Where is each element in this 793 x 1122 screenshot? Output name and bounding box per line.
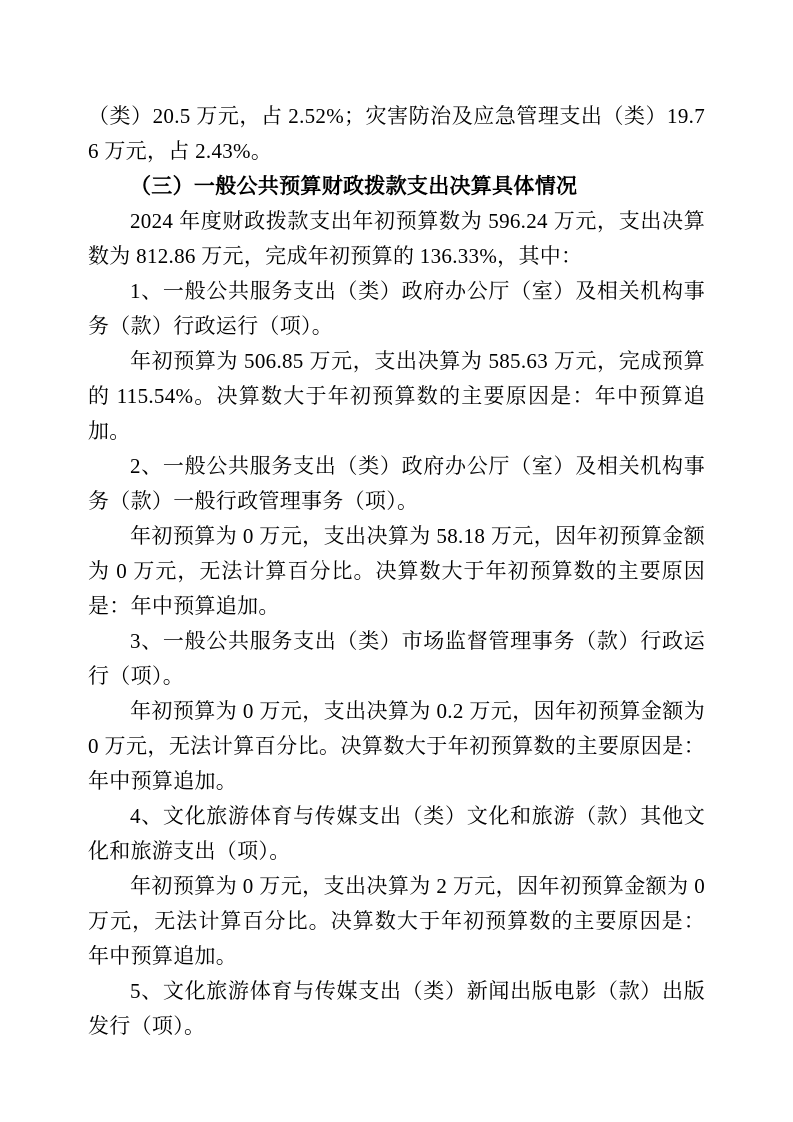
- paragraph-item-4-detail: 年初预算为 0 万元，支出决算为 2 万元，因年初预算金额为 0 万元，无法计算百分比。决算数大于年初预算数的主要原因是：年中预算追加。: [88, 874, 705, 968]
- paragraph-item-3-detail: 年初预算为 0 万元，支出决算为 0.2 万元，因年初预算金额为 0 万元，无法计算百分比。决算数大于年初预算数的主要原因是：年中预算追加。: [88, 699, 705, 793]
- paragraph-item-4-title: 4、文化旅游体育与传媒支出（类）文化和旅游（款）其他文化和旅游支出（项）。: [88, 804, 705, 863]
- section-heading: （三）一般公共预算财政拨款支出决算具体情况: [130, 175, 578, 198]
- document-body: [88, 99, 705, 1044]
- paragraph-item-2-detail: 年初预算为 0 万元，支出决算为 58.18 万元，因年初预算金额为 0 万元，无法计算百分比。决算数大于年初预算数的主要原因是：年中预算追加。: [88, 524, 705, 618]
- paragraph-summary: 2024 年度财政拨款支出年初预算数为 596.24 万元，支出决算数为 812.86 万元，完成年初预算的 136.33%，其中：: [88, 209, 705, 268]
- paragraph-item-1-title: 1、一般公共服务支出（类）政府办公厅（室）及相关机构事务（款）行政运行（项）。: [88, 279, 705, 338]
- paragraph-item-3-title: 3、一般公共服务支出（类）市场监督管理事务（款）行政运行（项）。: [88, 629, 705, 688]
- paragraph-item-1-detail: 年初预算为 506.85 万元，支出决算为 585.63 万元，完成预算的 115.54%。决算数大于年初预算数的主要原因是：年中预算追加。: [88, 349, 705, 443]
- paragraph-item-5-title: 5、文化旅游体育与传媒支出（类）新闻出版电影（款）出版发行（项）。: [88, 979, 705, 1038]
- paragraph-continuation: （类）20.5 万元，占 2.52%；灾害防治及应急管理支出（类）19.76 万元，占 2.43%。: [88, 104, 705, 163]
- paragraph-item-2-title: 2、一般公共服务支出（类）政府办公厅（室）及相关机构事务（款）一般行政管理事务（项）。: [88, 454, 705, 513]
